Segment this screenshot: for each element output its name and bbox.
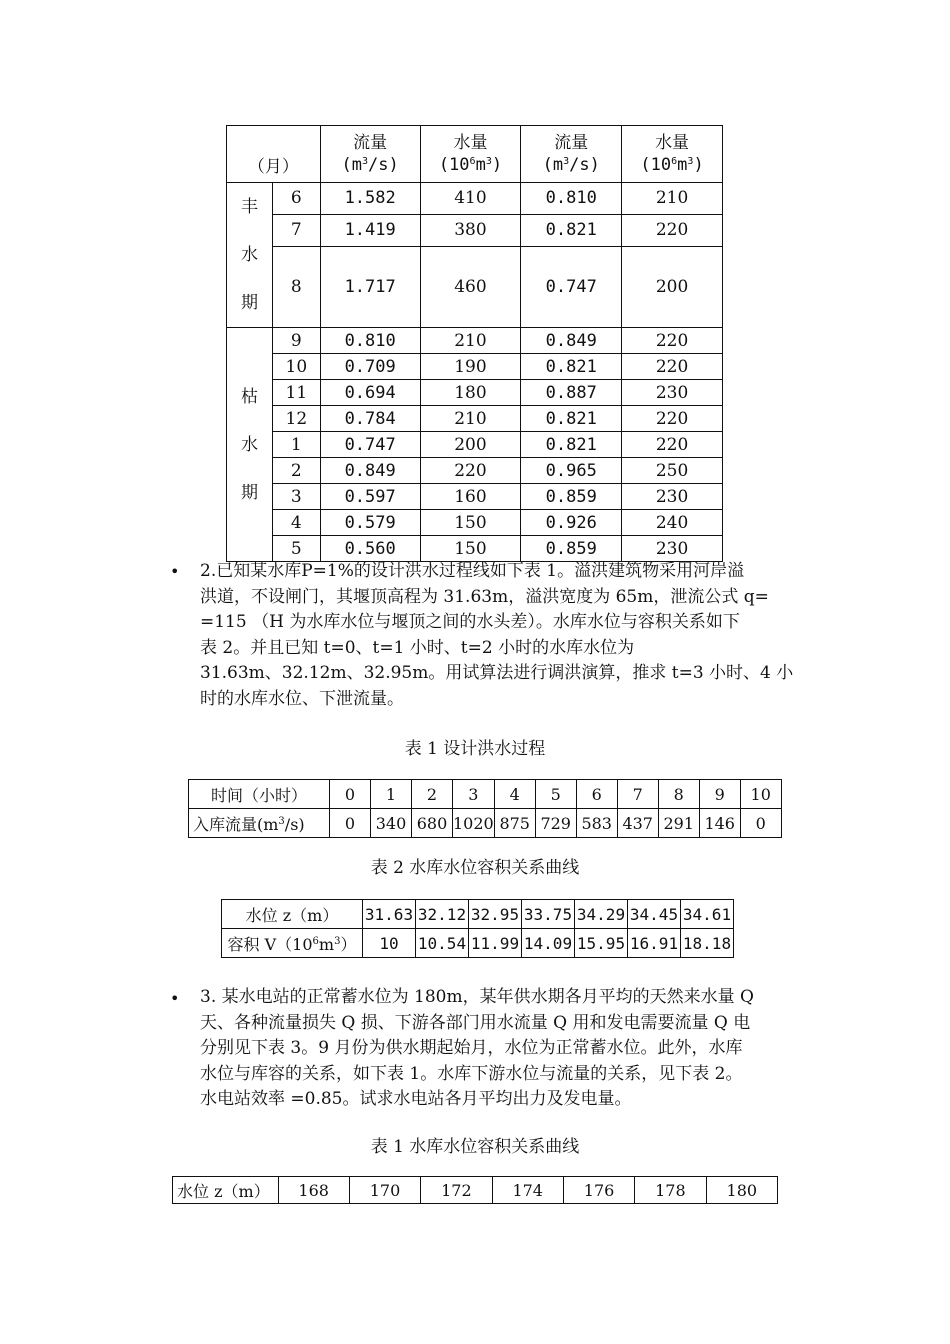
monthly-flow-table <box>226 125 723 562</box>
cell-f2: 0.747 <box>521 246 622 327</box>
table-row <box>227 406 723 432</box>
inflow-cell: 146 <box>699 809 740 838</box>
level-cell: 33.75 <box>522 900 575 929</box>
time-cell: 8 <box>658 780 699 809</box>
table-row <box>227 214 723 246</box>
cell-v1: 210 <box>420 328 521 354</box>
cell-v2: 200 <box>622 246 723 327</box>
cell-m: 4 <box>272 510 320 536</box>
reservoir-level-table <box>172 1176 778 1204</box>
text-line: 3. 某水电站的正常蓄水位为 180m，某年供水期各月平均的天然来水量 Q <box>200 987 754 1007</box>
cell-f2: 0.810 <box>521 183 622 215</box>
table-row <box>227 432 723 458</box>
level-cell: 34.29 <box>575 900 628 929</box>
cell-f2: 0.965 <box>521 458 622 484</box>
group-char: 丰 <box>240 197 258 217</box>
cell-v2: 250 <box>622 458 723 484</box>
cell-f1: 0.784 <box>320 406 420 432</box>
text-line: 表 2。并且已知 t=0、t=1 小时、t=2 小时的水库水位为 <box>200 637 635 658</box>
level-label: 水位 z（m） <box>222 900 363 929</box>
text-line: 洪道，不设闸门，其堰顶高程为 31.63m，溢洪宽度为 65m，泄流公式 q= <box>200 586 769 607</box>
level-cell: 180 <box>706 1177 777 1204</box>
cell-f1: 1.717 <box>320 246 420 327</box>
cell-f2: 0.849 <box>521 328 622 354</box>
inflow-cell: 0 <box>330 809 371 838</box>
inflow-cell: 340 <box>371 809 412 838</box>
level-cell: 34.61 <box>681 900 734 929</box>
table1-caption: 表 1 设计洪水过程 <box>404 739 546 759</box>
cell-v1: 160 <box>420 484 521 510</box>
cell-f1: 0.579 <box>320 510 420 536</box>
cell-v2: 230 <box>622 380 723 406</box>
level-cell: 34.45 <box>628 900 681 929</box>
cell-f1: 0.597 <box>320 484 420 510</box>
cell-v1: 200 <box>420 432 521 458</box>
time-cell: 4 <box>494 780 535 809</box>
cell-m: 12 <box>272 406 320 432</box>
cell-v1: 150 <box>420 510 521 536</box>
cell-v2: 220 <box>622 354 723 380</box>
table-row <box>227 354 723 380</box>
cell-v2: 230 <box>622 536 723 562</box>
level-label: 水位 z（m） <box>173 1177 279 1204</box>
bullet-2: • <box>170 562 180 581</box>
level-row <box>222 900 734 929</box>
level-cell: 32.95 <box>469 900 522 929</box>
cell-m: 3 <box>272 484 320 510</box>
cell-m: 8 <box>272 246 320 327</box>
flow-header-2: 流量 $(m^3/s)$ <box>521 126 622 183</box>
time-cell: 0 <box>330 780 371 809</box>
cell-v1: 380 <box>420 214 521 246</box>
cell-v1: 220 <box>420 458 521 484</box>
group-char: 枯 <box>240 386 258 407</box>
time-cell: 7 <box>617 780 658 809</box>
table-row <box>227 510 723 536</box>
table-header-row <box>227 126 723 183</box>
inflow-cell: 875 <box>494 809 535 838</box>
text-line: 时的水库水位、下泄流量。 <box>200 688 404 709</box>
volume-cell: 14.09 <box>522 929 575 958</box>
cell-f2: 0.859 <box>521 536 622 562</box>
level-cell: 174 <box>492 1177 563 1204</box>
level-cell: 31.63 <box>363 900 416 929</box>
group-char: 期 <box>240 482 258 503</box>
cell-v2: 240 <box>622 510 723 536</box>
cell-v2: 220 <box>622 406 723 432</box>
cell-f2: 0.821 <box>521 354 622 380</box>
volume-header-1: 水量 $(10^6m^3)$ <box>420 126 521 183</box>
time-cell: 5 <box>535 780 576 809</box>
inflow-row <box>189 809 782 838</box>
table-row <box>227 536 723 562</box>
level-cell: 170 <box>349 1177 420 1204</box>
inflow-cell: 680 <box>412 809 453 838</box>
cell-v1: 150 <box>420 536 521 562</box>
cell-v2: 220 <box>622 328 723 354</box>
cell-m: 2 <box>272 458 320 484</box>
text-line: 31.63m、32.12m、32.95m。用试算法进行调洪演算，推求 t=3 小时、4 小 <box>200 663 794 684</box>
level-cell: 168 <box>278 1177 349 1204</box>
volume-cell: 11.99 <box>469 929 522 958</box>
time-cell: 1 <box>371 780 412 809</box>
cell-v1: 410 <box>420 183 521 215</box>
time-cell: 9 <box>699 780 740 809</box>
cell-f1: 0.747 <box>320 432 420 458</box>
cell-f2: 0.821 <box>521 214 622 246</box>
volume-cell: 16.91 <box>628 929 681 958</box>
inflow-cell: 1020 <box>453 809 495 838</box>
cell-m: 11 <box>272 380 320 406</box>
level-volume-table <box>221 899 734 958</box>
level-cell: 32.12 <box>416 900 469 929</box>
cell-f2: 0.887 <box>521 380 622 406</box>
table-row <box>227 458 723 484</box>
volume-row <box>222 929 734 958</box>
table2-caption: 表 2 水库水位容积关系曲线 <box>370 858 580 878</box>
table-row <box>227 246 723 327</box>
wet-season-label <box>227 183 273 328</box>
cell-m: 9 <box>272 328 320 354</box>
problem-3-text <box>200 985 810 1113</box>
cell-f2: 0.821 <box>521 432 622 458</box>
table-row <box>227 380 723 406</box>
time-cell: 2 <box>412 780 453 809</box>
cell-v2: 220 <box>622 432 723 458</box>
cell-m: 7 <box>272 214 320 246</box>
inflow-cell: 583 <box>576 809 617 838</box>
month-header: （月） <box>227 126 321 183</box>
group-char: 水 <box>240 434 258 455</box>
cell-f2: 0.859 <box>521 484 622 510</box>
cell-v1: 460 <box>420 246 521 327</box>
cell-f1: 0.810 <box>320 328 420 354</box>
cell-f2: 0.926 <box>521 510 622 536</box>
cell-f1: 0.849 <box>320 458 420 484</box>
bullet-3: • <box>170 989 180 1008</box>
problem-2-text <box>200 559 810 713</box>
text-line: 2.已知某水库P=1%的设计洪水过程线如下表 1。溢洪建筑物采用河岸溢 <box>200 561 745 581</box>
text-line: 天、各种流量损失 Q 损、下游各部门用水流量 Q 用和发电需要流量 Q 电 <box>200 1012 751 1033</box>
text-line: 水位与库容的关系，如下表 1。水库下游水位与流量的关系，见下表 2。 <box>200 1063 743 1084</box>
table-row <box>227 484 723 510</box>
cell-m: 1 <box>272 432 320 458</box>
volume-cell: 10.54 <box>416 929 469 958</box>
level-cell: 178 <box>635 1177 706 1204</box>
level-cell: 176 <box>563 1177 634 1204</box>
volume-cell: 10 <box>363 929 416 958</box>
cell-v2: 210 <box>622 183 723 215</box>
cell-v1: 190 <box>420 354 521 380</box>
time-row <box>189 780 782 809</box>
text-line: 分别见下表 3。9 月份为供水期起始月，水位为正常蓄水位。此外，水库 <box>200 1038 743 1059</box>
group-char: 期 <box>240 293 258 313</box>
dry-season-label <box>227 328 273 562</box>
cell-f1: 0.694 <box>320 380 420 406</box>
time-cell: 6 <box>576 780 617 809</box>
cell-m: 10 <box>272 354 320 380</box>
level-row <box>173 1177 778 1204</box>
inflow-cell: 0 <box>740 809 781 838</box>
inflow-cell: 291 <box>658 809 699 838</box>
volume-cell: 18.18 <box>681 929 734 958</box>
time-cell: 10 <box>740 780 781 809</box>
cell-m: 6 <box>272 183 320 215</box>
time-cell: 3 <box>453 780 495 809</box>
time-label: 时间（小时） <box>189 780 330 809</box>
cell-f1: 1.419 <box>320 214 420 246</box>
inflow-cell: 729 <box>535 809 576 838</box>
cell-v1: 180 <box>420 380 521 406</box>
cell-v2: 220 <box>622 214 723 246</box>
volume-cell: 15.95 <box>575 929 628 958</box>
table-row <box>227 183 723 215</box>
text-line: =115 （H 为水库水位与堰顶之间的水头差）。水库水位与容积关系如下 <box>200 612 740 633</box>
flow-header-1: 流量 $(m^3/s)$ <box>320 126 420 183</box>
volume-label: 容积 $V(10^6m^3)$ <box>222 929 363 958</box>
cell-f1: 1.582 <box>320 183 420 215</box>
level-cell: 172 <box>421 1177 492 1204</box>
cell-v1: 210 <box>420 406 521 432</box>
inflow-label: 入库流量$(m^3/s)$ <box>189 809 330 838</box>
cell-f1: 0.560 <box>320 536 420 562</box>
table3-caption: 表 1 水库水位容积关系曲线 <box>370 1137 580 1157</box>
inflow-cell: 437 <box>617 809 658 838</box>
table-row <box>227 328 723 354</box>
volume-header-2: 水量 $(10^6m^3)$ <box>622 126 723 183</box>
cell-f2: 0.821 <box>521 406 622 432</box>
cell-f1: 0.709 <box>320 354 420 380</box>
cell-v2: 230 <box>622 484 723 510</box>
cell-m: 5 <box>272 536 320 562</box>
group-char: 水 <box>240 245 258 265</box>
text-line: 水电站效率 =0.85。试求水电站各月平均出力及发电量。 <box>200 1089 632 1110</box>
flood-hydrograph-table <box>188 779 782 838</box>
